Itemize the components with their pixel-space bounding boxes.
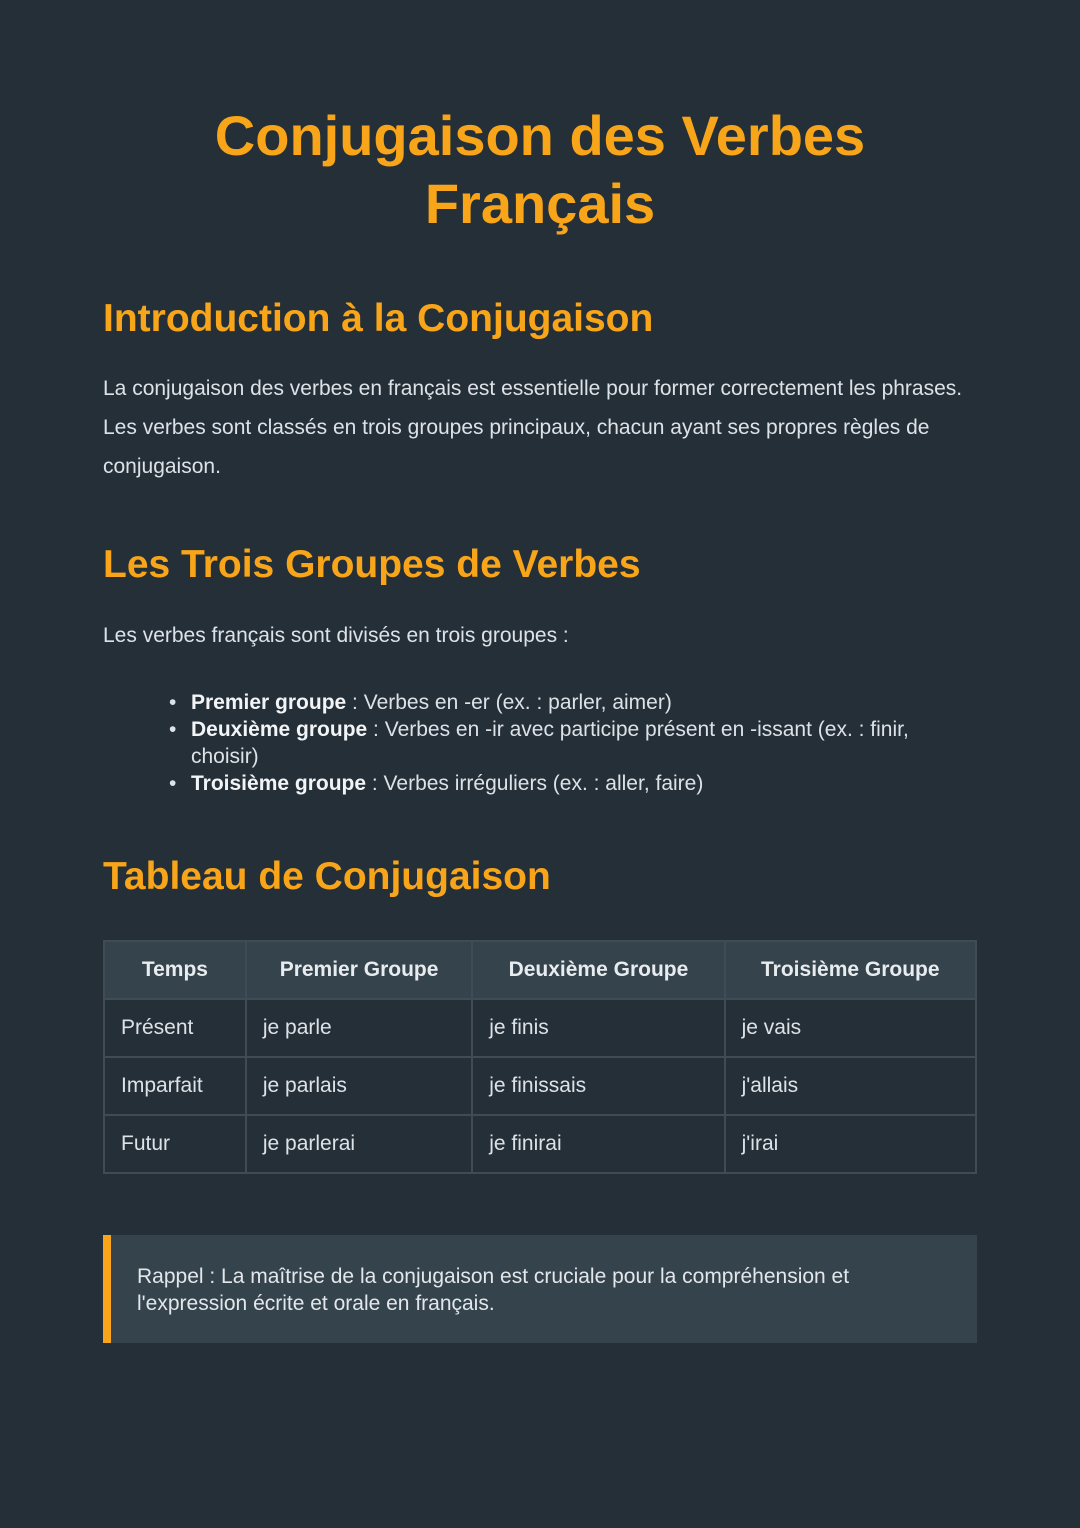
table-row	[104, 999, 976, 1057]
table-cell: je parle	[246, 999, 472, 1057]
table-cell: je parlais	[246, 1057, 472, 1115]
reminder-callout	[103, 1235, 977, 1343]
table-header-row	[104, 941, 976, 999]
column-header-premier-groupe: Premier Groupe	[246, 941, 472, 999]
intro-paragraph: La conjugaison des verbes en français est essentielle pour former correctement les phrases. Les verbes sont classés en trois groupes principaux, chacun ayant ses propres règles de conjugaison.	[103, 377, 963, 478]
table-cell: je finis	[472, 999, 724, 1057]
conjugation-table	[103, 940, 977, 1174]
table-cell: je finissais	[472, 1057, 724, 1115]
group-description: : Verbes en -ir avec participe présent en -issant (ex. : finir, choisir)	[191, 718, 909, 768]
column-header-deuxieme-groupe: Deuxième Groupe	[472, 941, 724, 999]
bullet-icon: •	[169, 772, 177, 795]
group-label: Deuxième groupe	[191, 718, 368, 741]
table-cell: Imparfait	[104, 1057, 246, 1115]
table-cell: Futur	[104, 1115, 246, 1173]
list-item	[169, 770, 977, 797]
groups-heading: Les Trois Groupes de Verbes	[103, 543, 641, 586]
table-cell: je finirai	[472, 1115, 724, 1173]
group-description: : Verbes irréguliers (ex. : aller, faire)	[366, 772, 704, 795]
table-row	[104, 1115, 976, 1173]
groups-intro-paragraph: Les verbes français sont divisés en trois groupes :	[103, 624, 569, 647]
table-row	[104, 1057, 976, 1115]
intro-heading: Introduction à la Conjugaison	[103, 297, 654, 340]
list-item	[169, 716, 977, 770]
reminder-text: Rappel : La maîtrise de la conjugaison est cruciale pour la compréhension et l'expression écrite et orale en français.	[137, 1265, 850, 1315]
table-cell: j'irai	[725, 1115, 976, 1173]
column-header-troisieme-groupe: Troisième Groupe	[725, 941, 976, 999]
groups-list	[103, 689, 977, 797]
bullet-icon: •	[169, 691, 177, 714]
group-label: Premier groupe	[191, 691, 347, 714]
group-description: : Verbes en -er (ex. : parler, aimer)	[346, 691, 672, 714]
table-cell: Présent	[104, 999, 246, 1057]
bullet-icon: •	[169, 718, 177, 741]
group-label: Troisième groupe	[191, 772, 367, 795]
page-title: Conjugaison des Verbes Français	[214, 104, 866, 235]
column-header-temps: Temps	[104, 941, 246, 999]
table-cell: je parlerai	[246, 1115, 472, 1173]
table-cell: je vais	[725, 999, 976, 1057]
list-item	[169, 689, 977, 716]
table-heading: Tableau de Conjugaison	[103, 855, 551, 898]
table-cell: j'allais	[725, 1057, 976, 1115]
